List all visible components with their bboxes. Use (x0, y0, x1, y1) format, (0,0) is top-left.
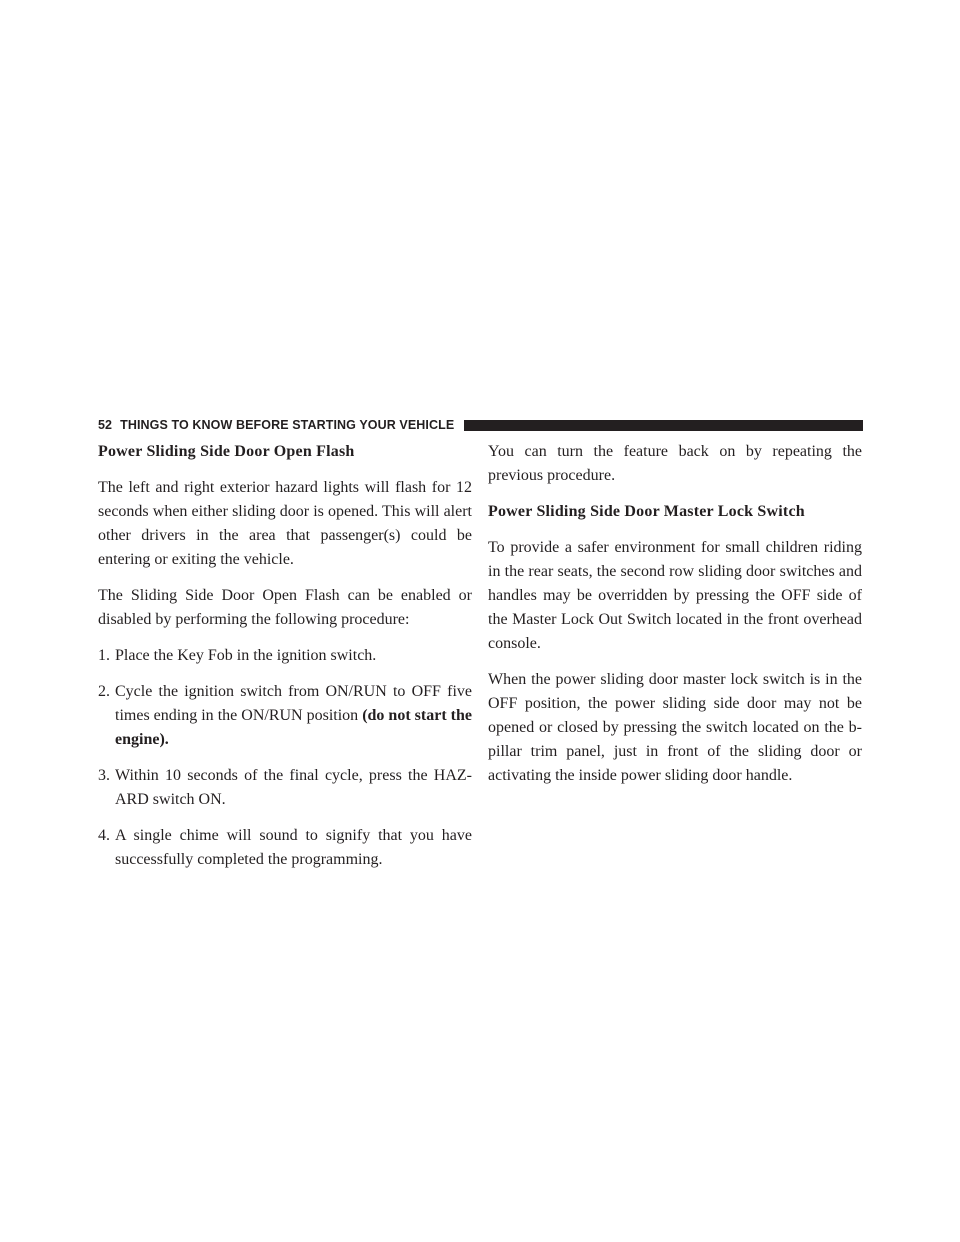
list-item-step-3: 3. Within 10 seconds of the final cycle, press the HAZ-ARD switch ON. (98, 767, 472, 808)
section-title: THINGS TO KNOW BEFORE STARTING YOUR VEHICLE (120, 418, 455, 432)
paragraph-procedure-intro: The Sliding Side Door Open Flash can be enabled or disabled by performing the following procedure: (98, 587, 472, 628)
page-header (98, 415, 863, 435)
list-item-step-4: 4. A single chime will sound to signify that you have successfully completed the programming. (98, 827, 472, 868)
list-item-step-1: 1. Place the Key Fob in the ignition switch. (98, 647, 377, 664)
paragraph-lock-switch-off: When the power sliding door master lock switch is in the OFF position, the power sliding side door may not be opened or closed by pressing the switch located on the b-pillar trim panel, just in front of the sliding door or activating the inside power sliding door handle. (488, 671, 862, 784)
paragraph-hazard-lights: The left and right exterior hazard lights will flash for 12 seconds when either sliding door is opened. This will alert other drivers in the area that passenger(s) could be entering or exiting the vehicle. (98, 479, 472, 568)
bold-warning: (do not start the engine). (115, 707, 472, 748)
paragraph-turn-back-on: You can turn the feature back on by repeating the previous procedure. (488, 443, 862, 484)
header-rule (464, 420, 863, 431)
heading-master-lock: Power Sliding Side Door Master Lock Switch (488, 503, 805, 520)
left-column (98, 440, 472, 872)
paragraph-safer-environment: To provide a safer environment for small children riding in the rear seats, the second row sliding door switches and handles may be overridden by pressing the OFF side of the Master Lock Out Switch located in the front overhead console. (488, 539, 862, 652)
list-item-step-2: 2. Cycle the ignition switch from ON/RUN to OFF five times ending in the ON/RUN position (do not start the engine). (98, 683, 472, 748)
heading-open-flash: Power Sliding Side Door Open Flash (98, 443, 355, 460)
right-column (488, 440, 862, 788)
page-number: 52 (98, 418, 113, 432)
